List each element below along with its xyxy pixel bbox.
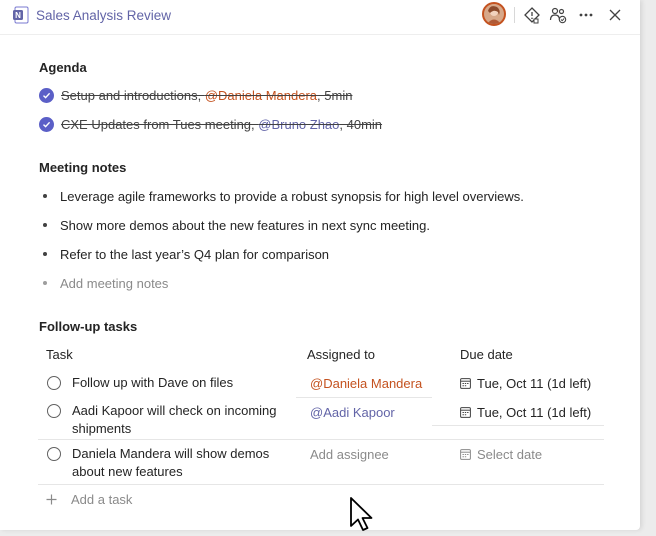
calendar-icon	[460, 407, 471, 418]
agenda-item-text: CXE Updates from Tues meeting, @Bruno Zhao, 40min	[61, 116, 383, 132]
task-assignee[interactable]: @Daniela Mandera	[310, 376, 423, 391]
person-icon	[484, 4, 504, 24]
task-title[interactable]: Follow up with Dave on files	[72, 375, 234, 390]
follow-up-tasks-heading: Follow-up tasks	[39, 319, 138, 334]
agenda-item[interactable]	[39, 115, 382, 133]
add-task-button[interactable]: Add a task	[46, 492, 132, 507]
task-title[interactable]: Daniela Mandera will show demos about new features	[72, 446, 270, 479]
close-icon	[608, 8, 622, 22]
mention: @Bruno Zhao	[258, 116, 340, 132]
row-divider	[38, 484, 604, 485]
check-icon[interactable]	[39, 88, 54, 103]
row-divider	[432, 425, 604, 426]
calendar-icon	[460, 378, 471, 389]
task-due-date[interactable]: Tue, Oct 11 (1d left)	[460, 405, 591, 420]
task-title[interactable]: Aadi Kapoor will check on incoming shipments	[72, 403, 277, 436]
agenda-item-text: Setup and introductions, @Daniela Mandera, 5min	[61, 87, 353, 103]
list-item[interactable]: Show more demos about the new features in next sync meeting.	[43, 216, 430, 234]
check-icon[interactable]	[39, 117, 54, 132]
avatar[interactable]	[482, 2, 506, 26]
column-header-assigned: Assigned to	[307, 347, 375, 362]
mouse-cursor-icon	[348, 496, 374, 532]
column-header-task: Task	[46, 347, 73, 362]
add-assignee-input[interactable]: Add assignee	[310, 447, 389, 462]
task-due-date[interactable]: Tue, Oct 11 (1d left)	[460, 376, 591, 391]
bullet-icon	[43, 281, 47, 285]
add-meeting-notes-input[interactable]: Add meeting notes	[43, 274, 168, 292]
row-divider	[296, 397, 432, 398]
page-title: Sales Analysis Review	[36, 8, 172, 23]
more-icon	[577, 6, 595, 24]
share-button[interactable]	[522, 5, 542, 25]
select-date-input[interactable]: Select date	[460, 447, 542, 462]
bullet-icon	[43, 223, 47, 227]
toolbar-divider	[514, 7, 515, 23]
task-assignee[interactable]: @Aadi Kapoor	[310, 405, 395, 420]
list-item[interactable]: Leverage agile frameworks to provide a robust synopsis for high level overviews.	[43, 187, 524, 205]
mention: @Daniela Mandera	[204, 87, 318, 103]
title-bar	[0, 0, 640, 35]
column-header-due: Due date	[460, 347, 513, 362]
task-checkbox[interactable]	[47, 447, 61, 461]
task-checkbox[interactable]	[47, 376, 61, 390]
agenda-heading: Agenda	[39, 60, 87, 75]
plus-icon	[46, 494, 57, 505]
svg-text:N: N	[15, 11, 21, 20]
row-divider	[38, 439, 604, 440]
people-icon	[549, 6, 567, 24]
more-options-button[interactable]	[576, 5, 596, 25]
bullet-icon	[43, 252, 47, 256]
agenda-item[interactable]	[39, 86, 352, 104]
onenote-icon	[12, 6, 30, 24]
participants-button[interactable]	[548, 5, 568, 25]
share-icon	[523, 6, 541, 24]
task-checkbox[interactable]	[47, 404, 61, 418]
meeting-notes-heading: Meeting notes	[39, 160, 127, 175]
close-button[interactable]	[605, 5, 625, 25]
bullet-icon	[43, 194, 47, 198]
calendar-icon	[460, 449, 471, 460]
list-item[interactable]: Refer to the last year’s Q4 plan for comparison	[43, 245, 329, 263]
